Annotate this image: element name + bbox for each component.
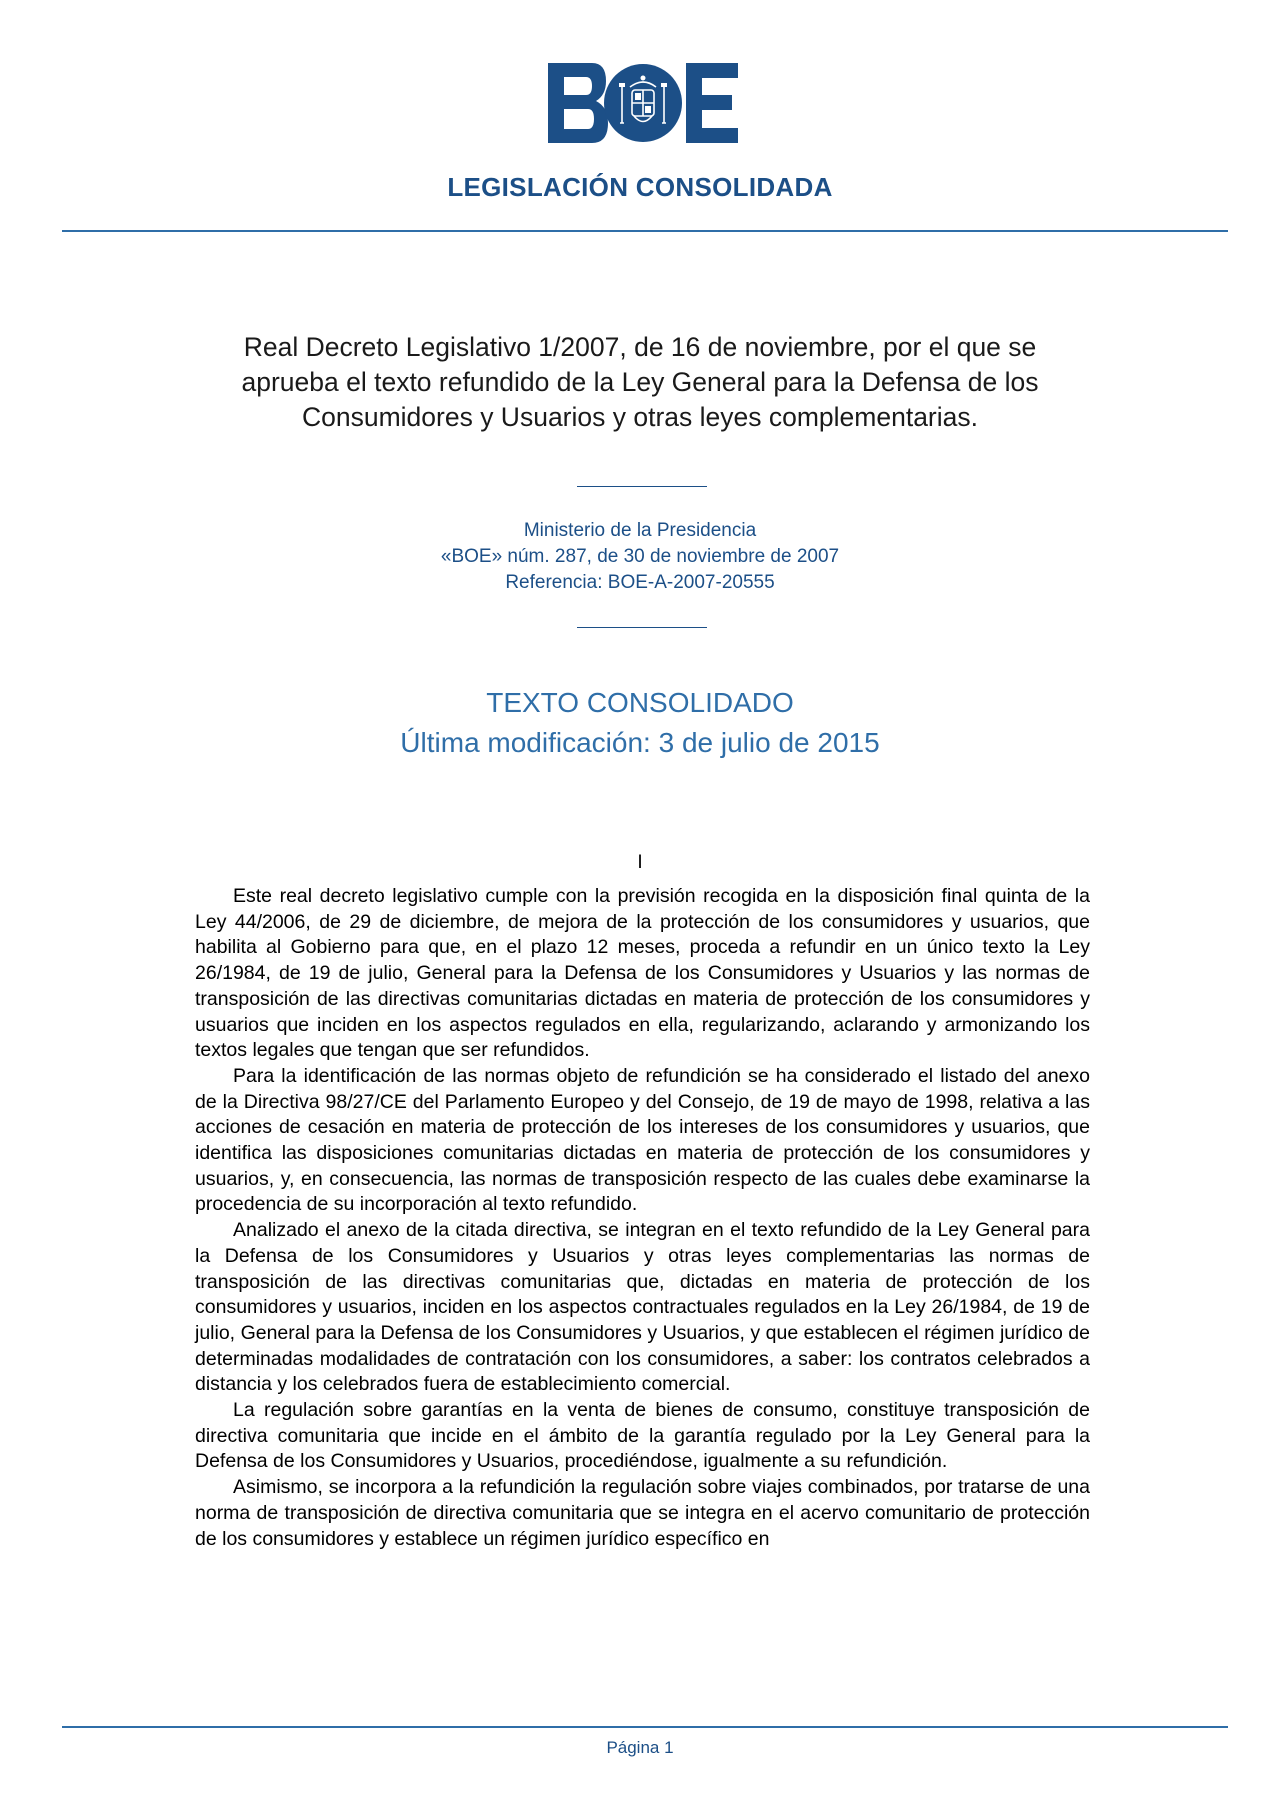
document-title-line: Consumidores y Usuarios y otras leyes complementarias. (301, 402, 978, 432)
paragraph: Este real decreto legislativo cumple con la previsión recogida en la disposición final quinta de la Ley 44/2006, de 29 de diciembre, de mejora de la protección de los consumidores y usuarios, que habilita al Gobierno para que, en el plazo 12 meses, proceda a refundir en un único texto la Ley 26/1984, de 19 de julio, General para la Defensa de los Consumidores y Usuarios y las normas de transposición de las directivas comunitarias dictadas en materia de protección de los consumidores y usuarios que inciden en los aspectos regulados en ella, regularizando, aclarando y armonizando los textos legales que tengan que ser refundidos. (195, 885, 1090, 1062)
footer-divider (62, 1726, 1228, 1728)
header-divider (62, 230, 1228, 232)
document-title (190, 330, 1090, 435)
document-title-line: aprueba el texto refundido de la Ley General para la Defensa de los (241, 367, 1039, 397)
consolidated-heading (0, 683, 1280, 763)
page-number: Página 1 (606, 1738, 674, 1757)
last-modified: Última modificación: 3 de julio de 2015 (400, 727, 880, 758)
meta-divider-top (577, 486, 707, 487)
paragraph: La regulación sobre garantías en la venta de bienes de consumo, constituye transposición de directiva comunitaria que incide en el ámbito de la garantía regulado por la Ley General para la Defensa de los Consumidores y Usuarios, procediéndose, igualmente a su refundición. (195, 1399, 1090, 1473)
paragraph: Asimismo, se incorpora a la refundición la regulación sobre viajes combinados, por tratarse de una norma de transposición de directiva comunitaria que se integra en el acervo comunitario de protección de los consumidores y establece un régimen jurídico específico en (195, 1476, 1090, 1550)
paragraph: Para la identificación de las normas objeto de refundición se ha considerado el listado del anexo de la Directiva 98/27/CE del Parlamento Europeo y del Consejo, de 19 de mayo de 1998, relativa a las acciones de cesación en materia de protección de los intereses de los consumidores y usuarios, que identifica las disposiciones comunitarias dictadas en materia de protección de los consumidores y usuarios, y, en consecuencia, las normas de transposición respecto de las cuales debe examinarse la procedencia de su incorporación al texto refundido. (195, 1064, 1090, 1216)
boe-logo (548, 63, 738, 143)
publication-metadata (0, 518, 1280, 596)
meta-divider-bottom (577, 627, 707, 628)
paragraph: Analizado el anexo de la citada directiva, se integran en el texto refundido de la Ley General para la Defensa de los Consumidores y Usuarios y otras leyes complementarias las normas de transposición de las directivas comunitarias que, dictadas en materia de protección de los consumidores y usuarios, inciden en los aspectos contractuales regulados en la Ley 26/1984, de 19 de julio, General para la Defensa de los Consumidores y Usuarios, y que establecen el régimen jurídico de determinadas modalidades de contratación con los consumidores, a saber: los contratos celebrados a distancia y los celebrados fuera de establecimiento comercial. (195, 1219, 1090, 1396)
consolidated-label: TEXTO CONSOLIDADO (486, 687, 794, 718)
header-title: LEGISLACIÓN CONSOLIDADA (447, 172, 833, 202)
publication-info: «BOE» núm. 287, de 30 de noviembre de 2007 (440, 546, 840, 567)
reference: Referencia: BOE-A-2007-20555 (505, 572, 775, 593)
body-text (195, 884, 1090, 1552)
ministry: Ministerio de la Presidencia (523, 520, 757, 541)
document-title-line: Real Decreto Legislativo 1/2007, de 16 de noviembre, por el que se (243, 332, 1037, 362)
section-number: I (637, 852, 643, 873)
